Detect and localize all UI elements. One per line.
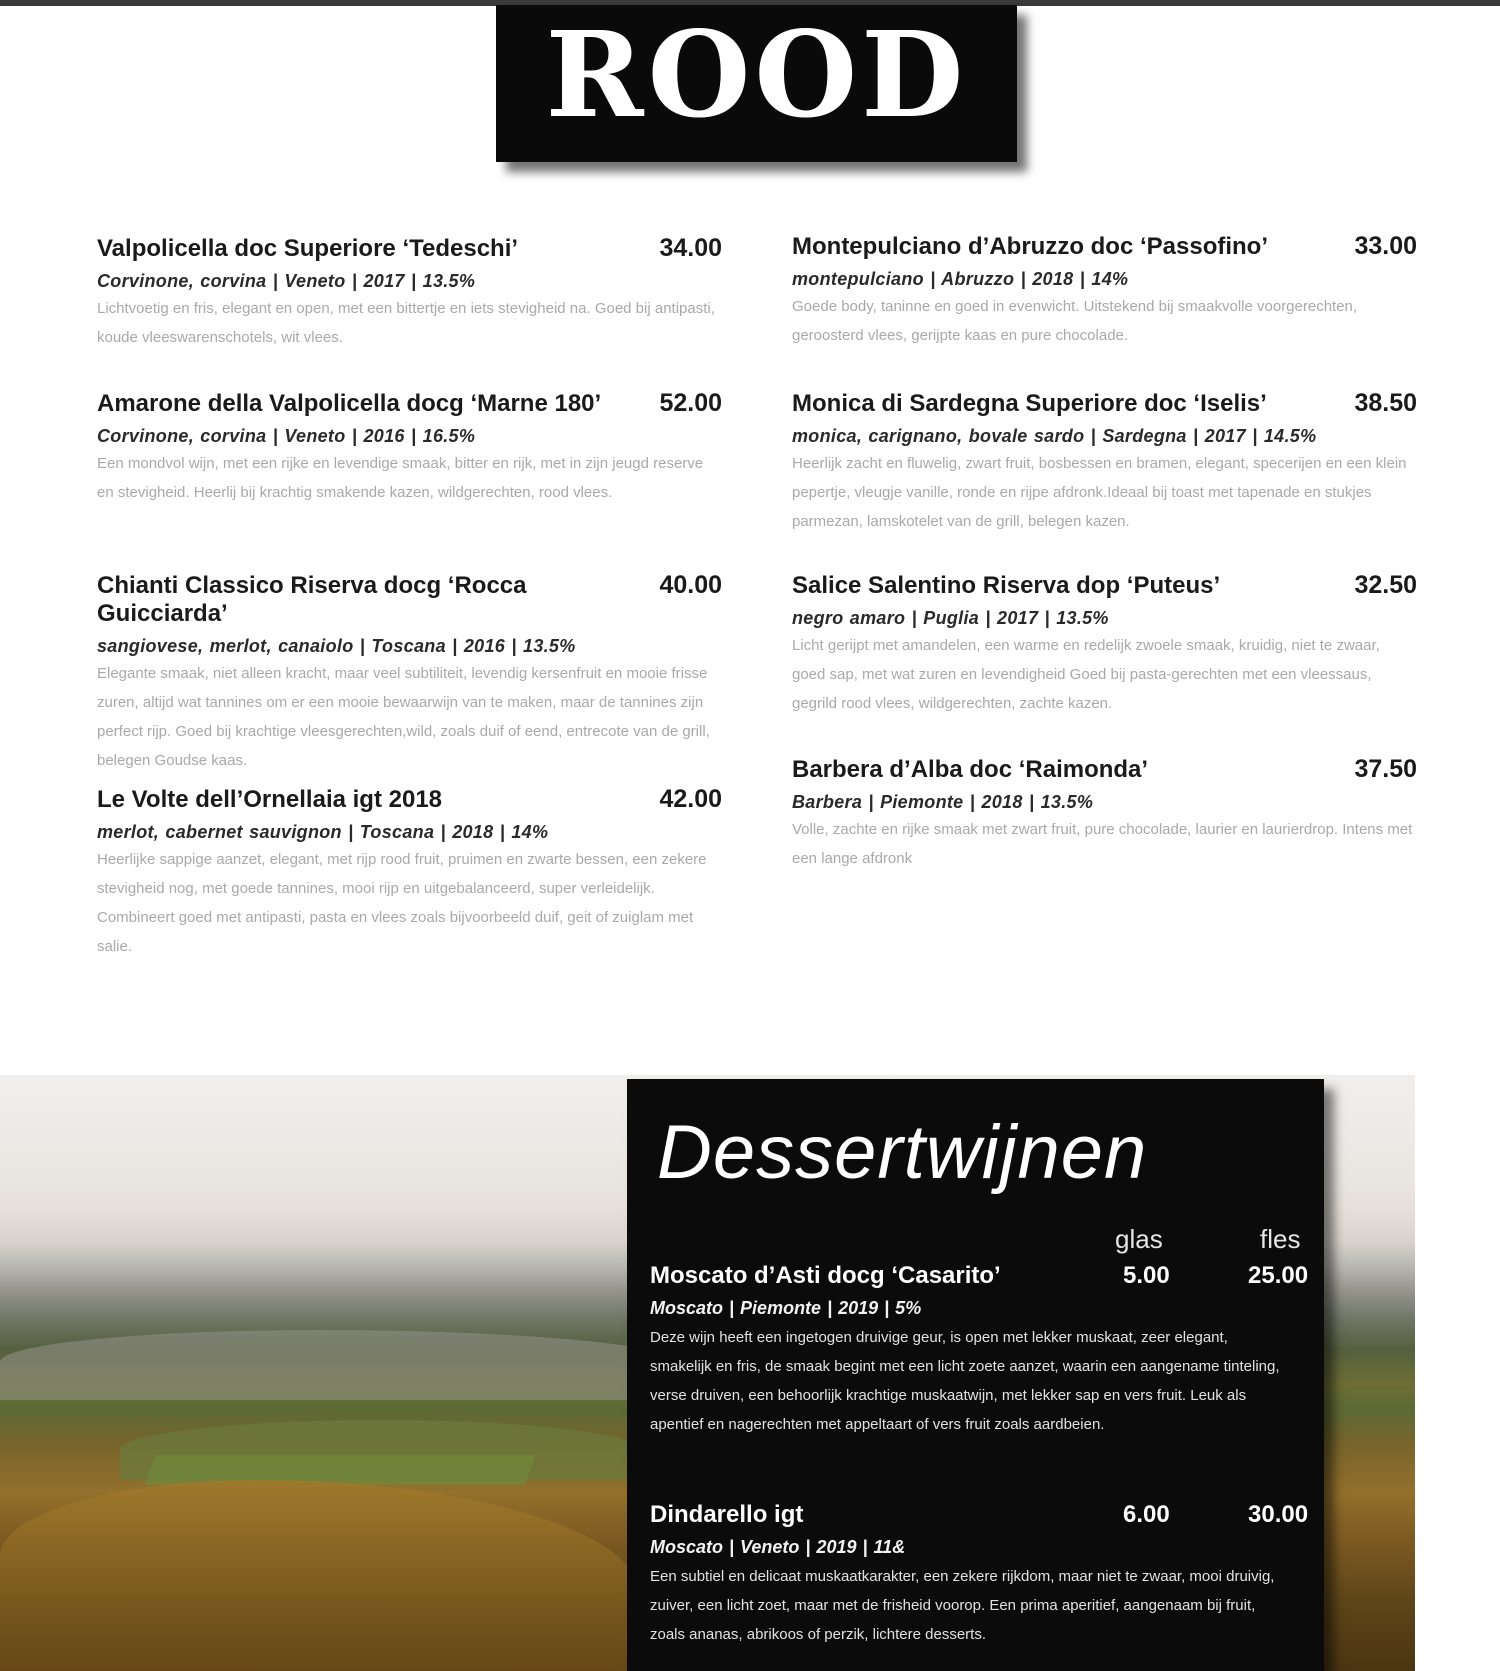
dessert-wine-description: Deze wijn heeft een ingetogen druivige geur, is open met lekker muskaat, zeer elegant, smakelijk en fris, de smaak begint met een licht zoete aanzet, waarin een aangename tinteling, verse druiven, een behoorlijk krachtige muskaatwijn, met lekker sap en vers fruit. Leuk als apentief en nagerechten met appeltaart of vers fruit zoals aardbeien. (650, 1329, 1280, 1433)
dessert-wine-description: Een subtiel en delicaat muskaatkarakter, een zekere rijkdom, maar niet te zwaar, mooi druivig, zuiver, een licht zoet, maar met de frisheid voorop. Een prima aperitief, aangenaam bij fruit, zoals ananas, abrikoos of perzik, lichtere desserts. (650, 1568, 1275, 1643)
wine-price: 32.50 (1354, 571, 1417, 599)
wine-name: Barbera d’Alba doc ‘Raimonda’ (792, 756, 1149, 783)
wine-name: Salice Salentino Riserva dop ‘Puteus’ (792, 572, 1221, 599)
dessert-wine-fles-price: 25.00 (1248, 1262, 1309, 1289)
wine-description: Heerlijk zacht en fluwelig, zwart fruit, bosbessen en bramen, elegant, specerijen en een klein pepertje, vleugje vanille, ronde en rijpe afdronk.Ideaal bij toast met tapenade en stukjes parmezan, lamskotelet van de grill, belegen kazen. (792, 455, 1407, 530)
dessert-wine-glas-price: 5.00 (1123, 1262, 1170, 1289)
wine-name: Le Volte dell’Ornellaia igt 2018 (97, 786, 443, 813)
title-banner (496, 5, 1017, 162)
wine-description: Lichtvoetig en fris, elegant en open, met een bittertje en iets stevigheid na. Goed bij antipasti, koude vleeswarenschotels, wit vlees. (97, 300, 715, 346)
wine-price: 40.00 (659, 571, 722, 599)
wine-name: Montepulciano d’Abruzzo doc ‘Passofino’ (792, 233, 1269, 260)
wine-name: Monica di Sardegna Superiore doc ‘Iselis’ (792, 390, 1267, 417)
wine-description: Volle, zachte en rijke smaak met zwart fruit, pure chocolade, laurier en laurierdrop. Intens met een lange afdronk (792, 821, 1413, 867)
wine-name: Valpolicella doc Superiore ‘Tedeschi’ (97, 235, 519, 262)
wine-price: 34.00 (659, 234, 722, 262)
page-title: ROOD (545, 4, 968, 144)
wine-meta: Corvinone, corvina | Veneto | 2017 | 13.5% (97, 271, 476, 291)
dessert-wine-name: Dindarello igt (650, 1501, 804, 1528)
wine-meta: merlot, cabernet sauvignon | Toscana | 2018 | 14% (97, 822, 549, 842)
wine-meta: Barbera | Piemonte | 2018 | 13.5% (792, 792, 1094, 812)
dessert-wine-meta: Moscato | Veneto | 2019 | 11& (650, 1537, 906, 1557)
dessert-wine-item (650, 1262, 1309, 1439)
wine-price: 42.00 (659, 785, 722, 813)
dessert-panel (627, 1079, 1324, 1671)
dessert-wine-item (650, 1501, 1309, 1649)
wine-item (792, 571, 1417, 718)
wine-meta: Corvinone, corvina | Veneto | 2016 | 16.5% (97, 426, 476, 446)
wine-meta: monica, carignano, bovale sardo | Sardegna | 2017 | 14.5% (792, 426, 1317, 446)
dessert-wine-name: Moscato d’Asti docg ‘Casarito’ (650, 1262, 1001, 1289)
wine-item (97, 785, 722, 961)
wine-description: Heerlijke sappige aanzet, elegant, met rijp rood fruit, pruimen en zwarte bessen, een zekere stevigheid nog, met goede tannines, mooi rijp en uitgebalanceerd, super verleidelijk. Combineert goed met antipasti, pasta en vlees zoals bijvoorbeeld duif, geit of zuiglam met salie. (97, 851, 707, 955)
wine-price: 33.00 (1354, 232, 1417, 260)
col-header-fles: fles (1260, 1224, 1301, 1254)
dessert-wine-glas-price: 6.00 (1123, 1501, 1170, 1528)
col-header-glas: glas (1115, 1224, 1163, 1254)
wine-meta: montepulciano | Abruzzo | 2018 | 14% (792, 269, 1129, 289)
wine-description: Goede body, taninne en goed in evenwicht. Uitstekend bij smaakvolle voorgerechten, geroosterd vlees, gerijpte kaas en pure chocolade. (792, 298, 1358, 344)
wine-item (97, 234, 722, 352)
wine-description: Licht gerijpt met amandelen, een warme en redelijk zwoele smaak, kruidig, niet te zwaar, goed sap, met wat zuren en levendigheid Goed bij pasta-gerechten met een vleessaus, gegrild rood vlees, wildgerechten, zachte kazen. (792, 637, 1380, 712)
wine-price: 52.00 (659, 389, 722, 417)
wine-item (792, 389, 1417, 536)
dessert-wine-fles-price: 30.00 (1248, 1501, 1309, 1528)
wine-description: Elegante smaak, niet alleen kracht, maar veel subtiliteit, levendig kersenfruit en mooie frisse zuren, altijd wat tannines om er een mooie bewaarwijn van te maken, maar de tannines zijn perfect rijp. Goed bij krachtige vleesgerechten,wild, zoals duif of eend, entrecote van de grill, belegen Goudse kaas. (97, 665, 710, 769)
wine-price: 37.50 (1354, 755, 1417, 783)
wine-name: Chianti Classico Riserva docg ‘Rocca Guicciarda’ (97, 572, 527, 627)
wine-name: Amarone della Valpolicella docg ‘Marne 180’ (97, 390, 602, 417)
wine-item (792, 755, 1417, 873)
dessert-wine-meta: Moscato | Piemonte | 2019 | 5% (650, 1298, 922, 1318)
wine-meta: sangiovese, merlot, canaiolo | Toscana | 2016 | 13.5% (97, 636, 576, 656)
wine-price: 38.50 (1354, 389, 1417, 417)
wine-item (97, 389, 722, 507)
wine-item (97, 571, 722, 775)
wine-description: Een mondvol wijn, met een rijke en levendige smaak, bitter en rijk, met in zijn jeugd reserve en stevigheid. Heerlij bij krachtig smakende kazen, wildgerechten, rood vlees. (97, 455, 704, 501)
wine-meta: negro amaro | Puglia | 2017 | 13.5% (792, 608, 1109, 628)
wine-item (792, 232, 1417, 350)
field-shape (145, 1455, 536, 1485)
dessert-title: Dessertwijnen (657, 1110, 1148, 1195)
